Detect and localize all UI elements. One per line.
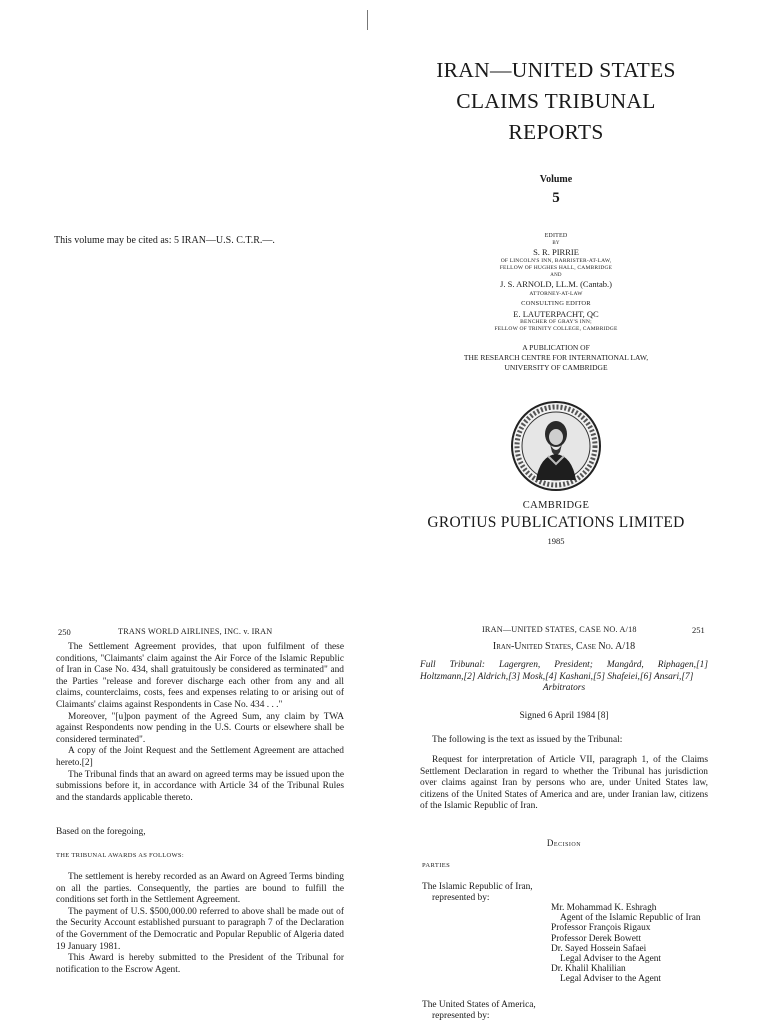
- parties-heading: PARTIES: [422, 862, 451, 869]
- paragraph: Moreover, "[u]pon payment of the Agreed Sum, any claim by TWA against Respondents now pending in the U.S. Courts or elsewhere shall be considered terminated".: [56, 711, 344, 745]
- publication-line: THE RESEARCH CENTRE FOR INTERNATIONAL LAW,: [463, 353, 649, 362]
- rep-name: Dr. Khalil Khalilian: [551, 964, 626, 975]
- by-label: BY: [552, 241, 560, 246]
- paragraph: This Award is hereby submitted to the President of the Tribunal for notification to the Escrow Agent.: [56, 953, 344, 975]
- rep-name: Professor Derek Bowett: [551, 933, 642, 944]
- gutter-mark: [367, 10, 368, 30]
- running-head-left: TRANS WORLD AIRLINES, INC. v. IRAN: [118, 627, 273, 636]
- editor-affiliation: OF LINCOLN'S INN, BARRISTER-AT-LAW,: [500, 258, 612, 264]
- running-head-right: IRAN—UNITED STATES, CASE NO. A/18: [482, 625, 637, 634]
- us-party: The United States of America,: [422, 1000, 536, 1010]
- awards-heading: THE TRIBUNAL AWARDS AS FOLLOWS:: [56, 852, 184, 859]
- title-line: CLAIMS TRIBUNAL: [456, 89, 656, 113]
- arbitrators-label: Arbitrators: [542, 683, 586, 694]
- publication-line: UNIVERSITY OF CAMBRIDGE: [504, 363, 608, 372]
- paragraph: The payment of U.S. $500,000.00 referred to above shall be made out of the Security Account established pursuant to paragraph 7 of the Declaration of the Government of the Democratic and Popular Republic of Algeria dated 19 January 1981.: [56, 906, 344, 952]
- signed-date: Signed 6 April 1984 [8]: [519, 711, 609, 721]
- iran-representatives: [551, 903, 731, 985]
- tribunal-line: Lagergren, President; Mangård, Riphagen,[1]: [499, 660, 708, 670]
- rep-name: Mr. Mohammad K. Eshragh: [551, 903, 657, 913]
- consulting-label: CONSULTING EDITOR: [521, 300, 591, 307]
- editors-block: [406, 232, 706, 333]
- left-body: [56, 642, 344, 804]
- award-body: [56, 872, 344, 976]
- consulting-affiliation: BENCHER OF GRAY'S INN;: [520, 319, 592, 325]
- page-number-right: 251: [692, 625, 705, 635]
- full-tribunal-label: Full Tribunal:: [420, 660, 486, 670]
- consulting-affiliation: FELLOW OF TRINITY COLLEGE, CAMBRIDGE: [494, 326, 618, 332]
- case-title: Iran-United States, Case No. A/18: [492, 641, 636, 652]
- paragraph: The settlement is hereby recorded as an Award on Agreed Terms binding on all the parties. Consequently, the parties are bound to fulfill the conditions set forth in the Settlement Agreement.: [56, 872, 344, 906]
- publication-line: A PUBLICATION OF: [522, 343, 590, 352]
- consulting-name: E. LAUTERPACHT, QC: [513, 309, 599, 319]
- volume-label: Volume: [539, 174, 573, 185]
- rep-role: Legal Adviser to the Agent: [560, 954, 662, 965]
- title-line: IRAN—UNITED STATES: [436, 58, 676, 82]
- full-tribunal: [420, 660, 708, 695]
- us-represented-by: represented by:: [432, 1011, 490, 1021]
- rep-role: Agent of the Islamic Republic of Iran: [560, 913, 701, 924]
- paragraph: The Settlement Agreement provides, that upon fulfilment of these conditions, "Claimants' claim against the Air Force of the Islamic Republic of Iran in Case No. 434, shall gratuitously be considered as terminated" and the Parties "release and forever discharge each other from any and all claims, counterclaims, costs, fees and expenses relating to or arising out of Claimants' claims against Respondents in Case No. 434 . . .": [56, 642, 344, 710]
- decision-heading: Decision: [546, 838, 582, 848]
- page-number-left: 250: [58, 627, 71, 637]
- grotius-portrait-emblem: [510, 400, 602, 492]
- title-line: REPORTS: [508, 120, 604, 144]
- editor-name: J. S. ARNOLD, LL.M. (Cantab.): [500, 279, 612, 289]
- publication-block: [406, 343, 706, 373]
- tribunal-line: Holtzmann,[2] Aldrich,[3] Mosk,[4] Kashani,[5] Shafeiei,[6] Ansari,[7]: [420, 671, 694, 682]
- edited-label: EDITED: [544, 233, 568, 239]
- publication-year: 1985: [547, 536, 565, 546]
- editor-name: S. R. PIRRIE: [533, 247, 579, 257]
- editor-affiliation: FELLOW OF HUGHES HALL, CAMBRIDGE: [499, 265, 613, 271]
- publisher-name: GROTIUS PUBLICATIONS LIMITED: [427, 514, 685, 531]
- rep-role: Legal Adviser to the Agent: [560, 974, 662, 985]
- book-title: [384, 55, 728, 148]
- publisher-city: CAMBRIDGE: [522, 500, 590, 511]
- paragraph: A copy of the Joint Request and the Settlement Agreement are attached hereto.[2]: [56, 746, 344, 768]
- iran-party: The Islamic Republic of Iran,: [422, 882, 533, 892]
- volume-number: 5: [552, 190, 560, 206]
- request-paragraph: Request for interpretation of Article VII, paragraph 1, of the Claims Settlement Declaration in regard to whether the Tribunal has jurisdiction over claims against Iran by persons who are, under United States law, citizens of the United States of America and are, under Iranian law, citizens of the Islamic Republic of Iran.: [420, 755, 708, 812]
- based-on-foregoing: Based on the foregoing,: [56, 827, 146, 837]
- citation-note: This volume may be cited as: 5 IRAN—U.S. C.T.R.—.: [54, 235, 275, 246]
- following-text: The following is the text as issued by the Tribunal:: [432, 735, 623, 745]
- and-label: AND: [550, 273, 562, 278]
- editor-affiliation: ATTORNEY-AT-LAW: [529, 291, 583, 297]
- rep-name: Professor François Rigaux: [551, 923, 651, 934]
- rep-name: Dr. Sayed Hossein Safaei: [551, 943, 647, 954]
- paragraph: The Tribunal finds that an award on agreed terms may be issued upon the submissions before it, in accordance with Article 34 of the Tribunal Rules and the standards applicable thereto.: [56, 769, 344, 803]
- iran-represented-by: represented by:: [432, 893, 490, 903]
